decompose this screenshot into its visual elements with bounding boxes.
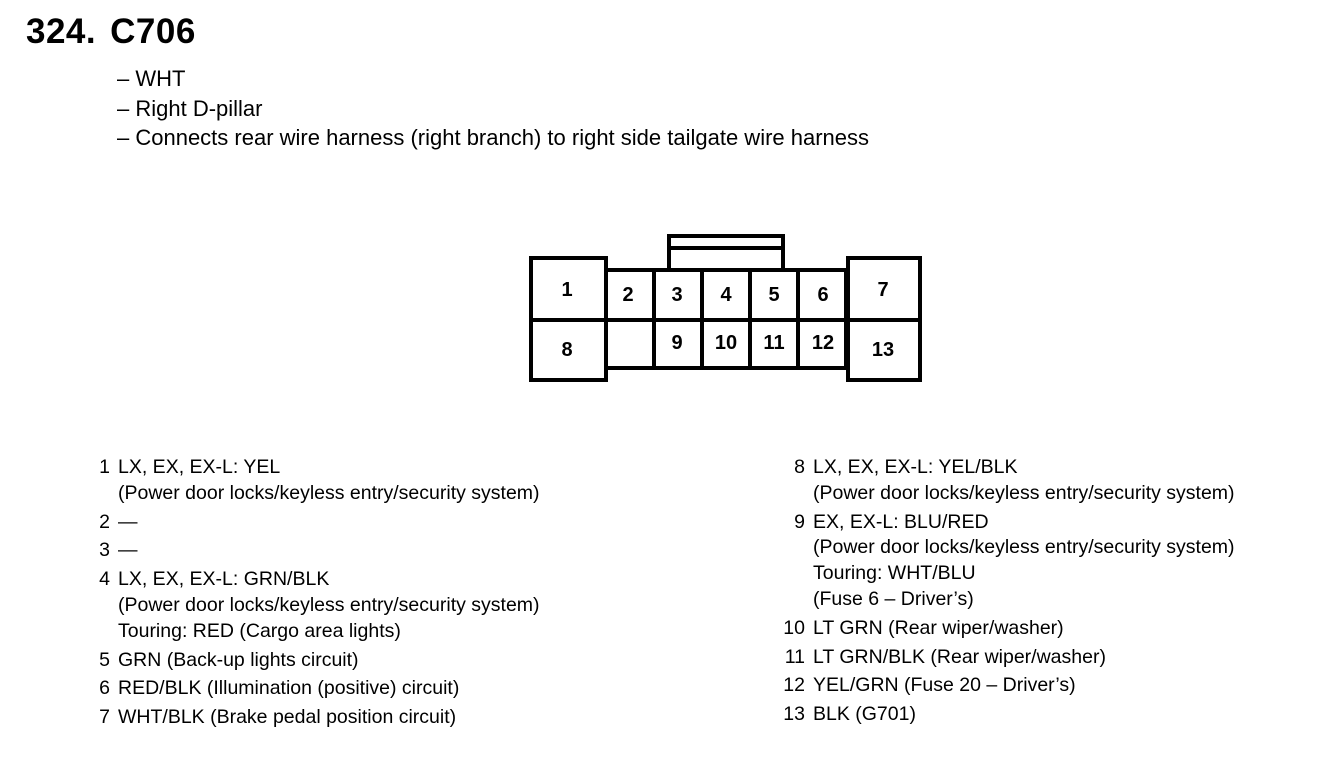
pin-entry-1 xyxy=(88,455,728,507)
pin-entry-11 xyxy=(775,645,1315,671)
cavity-label-1: 1 xyxy=(561,279,573,301)
pin-description-line: LX, EX, EX-L: YEL/BLK xyxy=(813,456,1018,478)
pin-legend-left xyxy=(88,455,728,734)
pin-entry-3 xyxy=(88,538,728,564)
pin-description-line: GRN (Back-up lights circuit) xyxy=(118,648,359,671)
pin-description-line: (Power door locks/keyless entry/security system) xyxy=(118,481,540,504)
blank-area xyxy=(606,322,652,366)
pin-description-line: (Fuse 6 – Driver’s) xyxy=(813,587,974,610)
pin-description-line: Touring: RED (Cargo area lights) xyxy=(118,619,401,642)
pin-description xyxy=(813,616,1064,642)
pin-description-line: Touring: WHT/BLU xyxy=(813,562,976,585)
pin-number: 13 xyxy=(783,703,805,726)
pin-description-line: LX, EX, EX-L: YEL xyxy=(118,456,281,478)
pin-number: 4 xyxy=(99,568,110,591)
cavity-label-6: 6 xyxy=(817,284,829,306)
cavity-label-8: 8 xyxy=(561,339,573,361)
pin-description-line: LT GRN/BLK (Rear wiper/washer) xyxy=(813,645,1106,668)
pin-description-line: — xyxy=(118,510,138,533)
pin-description xyxy=(813,510,1235,613)
pin-description xyxy=(118,567,540,644)
pin-number: 10 xyxy=(783,616,805,639)
cavity-label-11: 11 xyxy=(763,332,785,354)
info-color: – WHT xyxy=(117,66,186,91)
pin-entry-4 xyxy=(88,567,728,644)
cavity-label-4: 4 xyxy=(720,284,732,306)
pin-description xyxy=(813,673,1076,699)
pin-legend-right xyxy=(775,455,1315,731)
pin-description-line: — xyxy=(118,539,138,562)
pin-description xyxy=(118,455,540,507)
pin-number: 12 xyxy=(783,674,805,697)
pin-number: 7 xyxy=(99,706,110,729)
pin-description-line: YEL/GRN (Fuse 20 – Driver’s) xyxy=(813,674,1076,697)
pin-number: 5 xyxy=(99,648,110,671)
pin-description-line: BLK (G701) xyxy=(813,703,916,726)
pin-entry-10 xyxy=(775,616,1315,642)
pin-description-line: LT GRN (Rear wiper/washer) xyxy=(813,616,1064,639)
pin-number: 6 xyxy=(99,677,110,700)
pin-entry-9 xyxy=(775,510,1315,613)
pin-description-line: (Power door locks/keyless entry/security system) xyxy=(118,593,540,616)
pin-number: 11 xyxy=(784,645,805,668)
section-number: 324. xyxy=(26,12,97,51)
cavity-label-3: 3 xyxy=(671,284,683,306)
pin-description-line: LX, EX, EX-L: GRN/BLK xyxy=(118,568,330,591)
info-location: – Right D-pillar xyxy=(117,95,263,121)
pin-description xyxy=(813,455,1235,507)
pin-entry-8 xyxy=(775,455,1315,507)
cavity-label-2: 2 xyxy=(622,284,634,306)
pin-number: 9 xyxy=(794,510,805,533)
pin-entry-7 xyxy=(88,705,728,731)
cavity-label-10: 10 xyxy=(714,332,738,354)
pin-description xyxy=(118,648,359,674)
cavity-label-12: 12 xyxy=(811,332,835,354)
pin-number: 8 xyxy=(794,456,805,478)
pin-number: 3 xyxy=(99,539,110,562)
pin-number: 1 xyxy=(99,456,110,478)
pin-description xyxy=(118,510,138,536)
pin-description-line: EX, EX-L: BLU/RED xyxy=(813,510,989,533)
pin-description-line: (Power door locks/keyless entry/security system) xyxy=(813,481,1235,504)
pin-description-line: RED/BLK (Illumination (positive) circuit) xyxy=(118,677,460,700)
pin-description xyxy=(813,645,1106,671)
pin-entry-5 xyxy=(88,648,728,674)
pin-description xyxy=(118,705,456,731)
cavity-label-7: 7 xyxy=(877,279,889,301)
connector-latch-frame xyxy=(669,248,783,270)
cavity-label-5: 5 xyxy=(768,284,780,306)
pin-description xyxy=(813,702,916,728)
connector-id: C706 xyxy=(110,12,196,51)
cavity-label-9: 9 xyxy=(671,332,683,354)
pin-description xyxy=(118,676,459,702)
info-connects: – Connects rear wire harness (right branch) to right side tailgate wire harness xyxy=(117,125,870,150)
pin-entry-12 xyxy=(775,673,1315,699)
pin-entry-2 xyxy=(88,510,728,536)
pin-description-line: WHT/BLK (Brake pedal position circuit) xyxy=(118,706,457,729)
pin-entry-6 xyxy=(88,676,728,702)
pin-number: 2 xyxy=(99,510,110,533)
pin-description xyxy=(118,538,138,564)
pin-entry-13 xyxy=(775,702,1315,728)
pin-description-line: (Power door locks/keyless entry/security system) xyxy=(813,536,1235,559)
cavity-label-13: 13 xyxy=(871,339,895,361)
